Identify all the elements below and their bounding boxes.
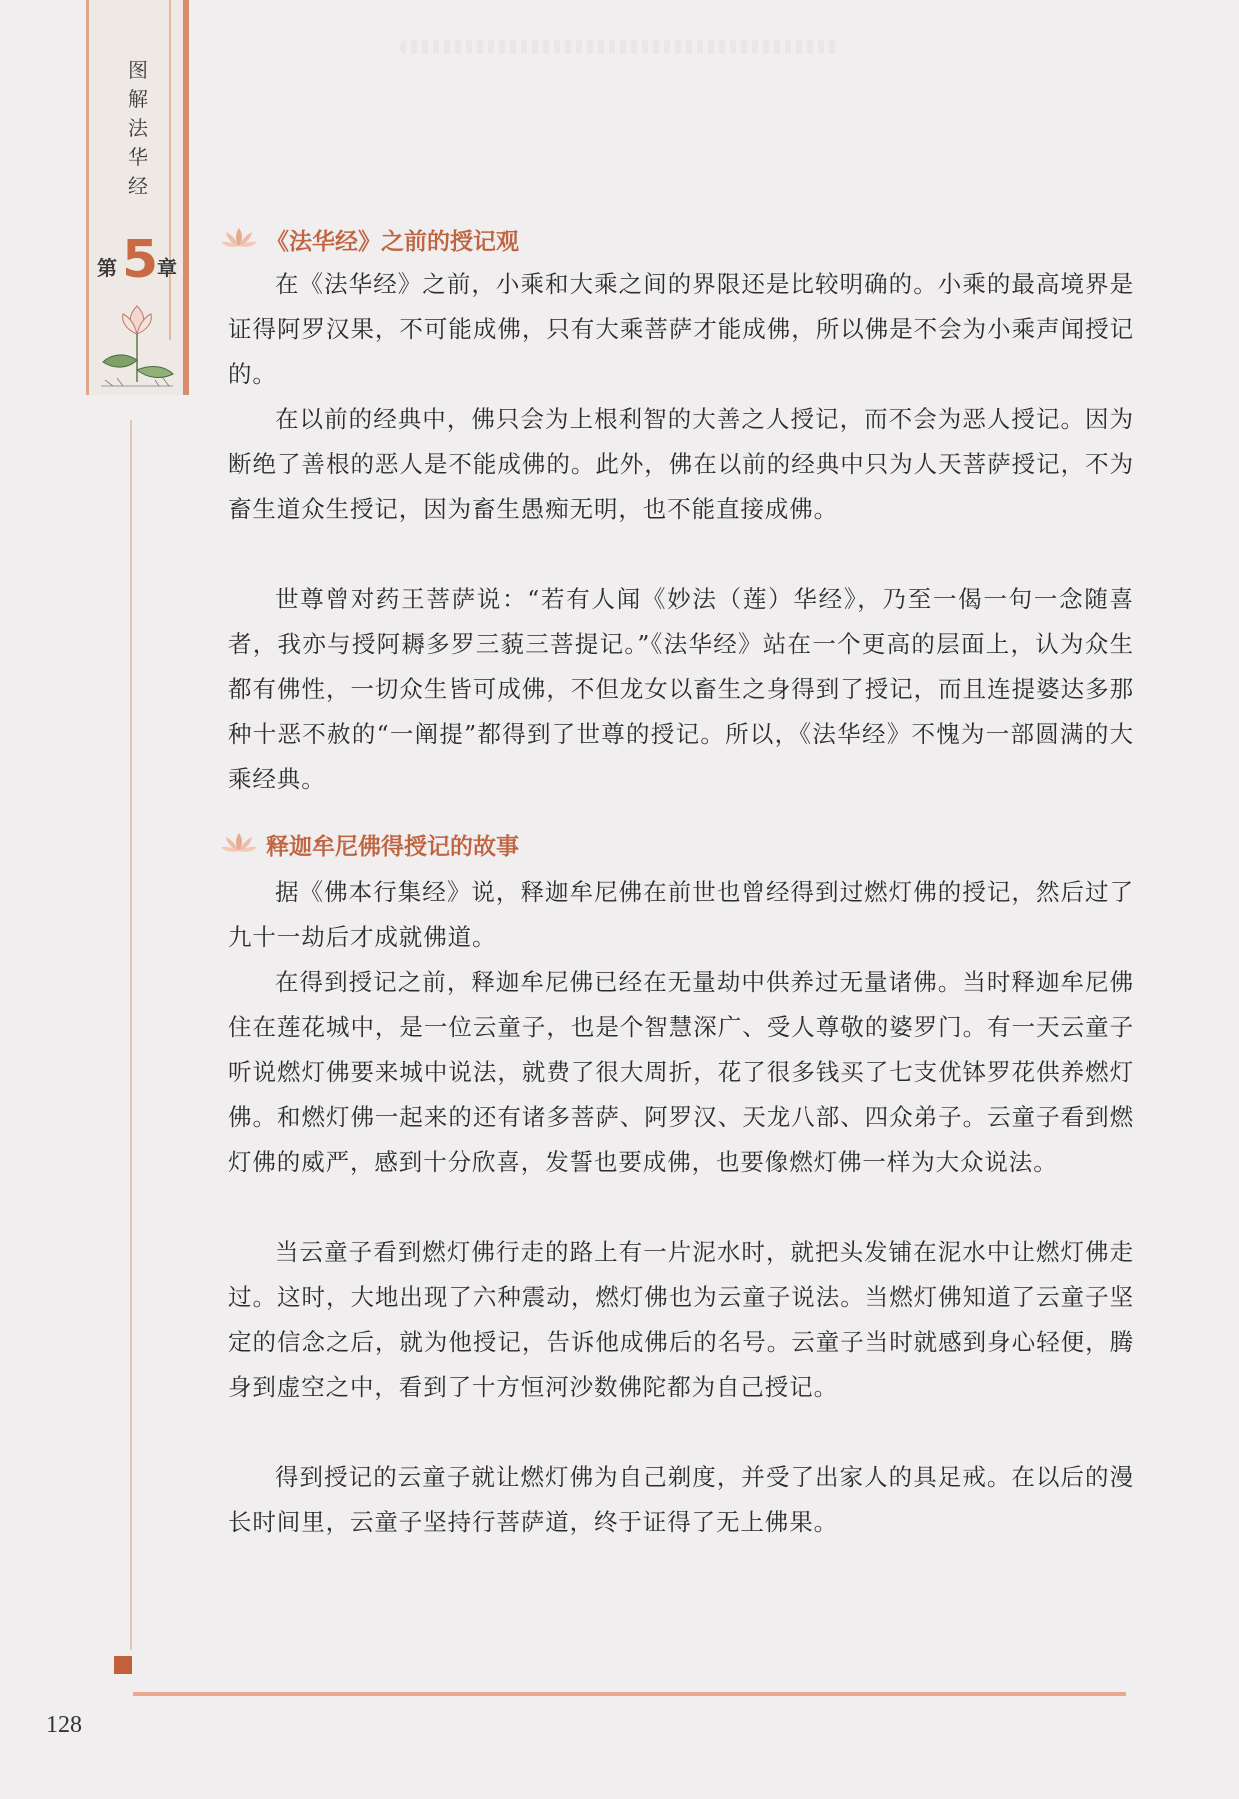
chapter-number: 5 [122,230,159,290]
chapter-tab [86,0,189,395]
paragraph: 在《法华经》之前，小乘和大乘之间的界限还是比较明确的。小乘的最高境界是证得阿罗汉果，不可能成佛，只有大乘菩萨才能成佛，所以佛是不会为小乘声闻授记的。 [228,270,1134,388]
margin-line [130,420,132,1650]
chapter-suffix: 章 [157,256,177,280]
page-number: 128 [46,1712,82,1738]
footer-rule [133,1692,1126,1696]
paragraph: 据《佛本行集经》说，释迦牟尼佛在前世也曾经得到过燃灯佛的授记，然后过了九十一劫后才成就佛道。 [228,878,1134,951]
book-title: 图解法华经 [128,58,148,198]
paragraph: 世尊曾对药王菩萨说：“若有人闻《妙法（莲）华经》，乃至一偈一句一念随喜者，我亦与授阿耨多罗三藐三菩提记。”《法华经》站在一个更高的层面上，认为众生都有佛性，一切众生皆可成佛，不但龙女以畜生之身得到了授记，而且连提婆达多那种十恶不赦的“一阐提”都得到了世尊的授记。所以，《法华经》不愧为一部圆满的大乘经典。 [228,585,1134,793]
paragraph: 得到授记的云童子就让燃灯佛为自己剃度，并受了出家人的具足戒。在以后的漫长时间里，云童子坚持行菩萨道，终于证得了无上佛果。 [228,1463,1134,1536]
chapter-prefix: 第 [97,256,117,280]
paragraph: 在得到授记之前，释迦牟尼佛已经在无量劫中供养过无量诸佛。当时释迦牟尼佛住在莲花城中，是一位云童子，也是个智慧深广、受人尊敬的婆罗门。有一天云童子听说燃灯佛要来城中说法，就费了很大周折，花了很多钱买了七支优钵罗花供养燃灯佛。和燃灯佛一起来的还有诸多菩萨、阿罗汉、天龙八部、四众弟子。云童子看到燃灯佛的威严，感到十分欣喜，发誓也要成佛，也要像燃灯佛一样为大众说法。 [228,968,1134,1176]
paragraph: 在以前的经典中，佛只会为上根利智的大善之人授记，而不会为恶人授记。因为断绝了善根的恶人是不能成佛的。此外，佛在以前的经典中只为人天菩萨授记，不为畜生道众生授记，因为畜生愚痴无明，也不能直接成佛。 [228,405,1134,523]
section-heading-text: 《法华经》之前的授记观 [266,228,519,255]
lotus-icon [220,831,258,857]
corner-marker [114,1656,132,1674]
section-heading [228,827,519,861]
chapter-label [95,232,185,292]
lotus-icon [220,226,258,252]
lotus-illustration-icon [97,300,177,390]
top-decoration [400,40,840,54]
paragraph: 当云童子看到燃灯佛行走的路上有一片泥水时，就把头发铺在泥水中让燃灯佛走过。这时，大地出现了六种震动，燃灯佛也为云童子说法。当燃灯佛知道了云童子坚定的信念之后，就为他授记，告诉他成佛后的名号。云童子当时就感到身心轻便，腾身到虚空之中，看到了十方恒河沙数佛陀都为自己授记。 [228,1238,1134,1401]
section-heading-text: 释迦牟尼佛得授记的故事 [266,833,519,860]
section-heading [228,222,519,256]
